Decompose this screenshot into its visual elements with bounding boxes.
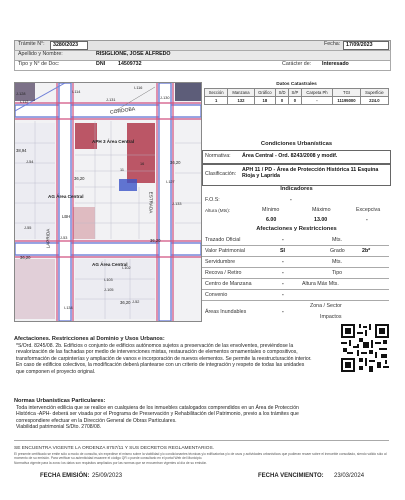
map-parcel-label: J-54 (26, 160, 34, 164)
grado-value: 2b* (362, 248, 371, 254)
caracter-label: Carácter de: (282, 61, 312, 67)
col-tgi: TGI (333, 89, 361, 97)
footer-ordenanza: SE ENCUENTRA VIGENTE LA ORDENZA 8757/11 Y SUS DECRETOS REGLAMENTARIOS. (14, 446, 215, 451)
afectaciones-notes (14, 336, 334, 376)
val-superficie: 224.0 (360, 97, 388, 105)
map-label-dim: 36,20 (150, 238, 161, 243)
qr-code-icon (339, 322, 391, 374)
fos-value: - (290, 197, 292, 203)
tipo-doc-number: 14509732 (118, 61, 142, 67)
afect-row (202, 279, 389, 290)
normas-line: correspondiere efectuar en la Dirección General de Obras Particulares. (16, 417, 177, 424)
clasificacion-value: APH 11 / PD - Área de Protección Histórica 11 Esquina Rioja y Laprida (242, 167, 379, 180)
val-carpeta: - (301, 97, 332, 105)
fecha-value: 17/09/2023 (343, 41, 389, 50)
tipo-doc-type: DNI (96, 61, 106, 67)
map-street-left: LAPRIDA (45, 228, 51, 249)
afectaciones-title: Afectaciones y Restricciones (256, 226, 337, 232)
areas-inundables-label: Áreas Inundables (205, 309, 247, 315)
tramite-label: Trámite N°: (18, 41, 45, 47)
map-parcel-label: 11 (120, 168, 124, 172)
afect-row (202, 268, 389, 279)
fecha-emision-value: 25/09/2023 (92, 473, 123, 479)
afect-line: revalorización de las fachadas por medio de intervenciones mixtas, restauración de elementos ornamentales o compositivos, (16, 349, 298, 356)
col-grafico: Gráfico (254, 89, 275, 97)
afect-row (202, 257, 389, 268)
servidumbre-label: Servidumbre (205, 259, 236, 265)
map-parcel-label: J-133 (172, 202, 182, 206)
trazado-value: - (282, 237, 284, 243)
fecha-vencimiento-label: FECHA VENCIMIENTO: (258, 473, 324, 479)
tipo-doc-label: Tipo y N° de Doc: (18, 61, 60, 67)
apellido-label: Apellido y Nombre: (18, 51, 63, 57)
centro-manzana-label: Centro de Manzana (205, 281, 252, 287)
recova-value: - (282, 270, 284, 276)
normas-notes-title: Normas Urbanísticas Particulares: (14, 398, 106, 404)
datos-catastrales-title: Datos Catastrales (276, 82, 317, 87)
col-superficie: Superficie (360, 89, 388, 97)
val-sp: 0 (289, 97, 302, 105)
col-excepciva: Excepciva (356, 207, 381, 213)
col-sd: S/D (276, 89, 289, 97)
val-grafico: 18 (254, 97, 275, 105)
normas-line: Histórica -APH- deberá ser visada por el Programa de Preservación y Rehabilitación del Patrimonio, previo a los trámites que (16, 411, 299, 418)
afect-line: En caso de edificios colectivos, la modificación deberá plantearse con un criterio de integración y respeto de todas las unidades (16, 362, 305, 369)
map-label-dim: 38,94 (16, 148, 27, 153)
indicadores-title: Indicadores (280, 186, 313, 192)
val-tgi: 11195000 (333, 97, 361, 105)
fos-label: F.O.S: (205, 197, 220, 203)
map-parcel-label: J-128 (16, 92, 26, 96)
map-parcel-label: I-114 (72, 90, 81, 94)
fecha-vencimiento-value: 23/03/2024 (334, 473, 365, 479)
afect-line: transformación de carpinterías y ampliación de vanos e incorporación de nuevos elementos. Se permite la reestructuración interior. (16, 355, 312, 362)
map-label-aph3: APH 3 Área Central (92, 139, 135, 144)
footer-disclaimer-1: El presente certificado se emite sólo a modo de consulta, sin expedirse el mismo sobre la viabilidad y/o condicionantes técnicas y/o edificatorias y/o de usos y actividades urbanísticos que pudieran recaer sobre el inmueble consultado, siendo válido sólo al momento de su emisión. Para verificar su autenticidad escanee el código QR o puede consultarlo en el portal Web del Municipio. (14, 452, 387, 460)
normas-notes (14, 398, 344, 431)
map-parcel-label: 16 (140, 162, 145, 166)
servidumbre-unit: Mts. (332, 259, 343, 265)
val-sd: 0 (276, 97, 289, 105)
val-seccion: 1 (205, 97, 228, 105)
condiciones-title: Condiciones Urbanísticas (260, 141, 333, 147)
map-label-dim: 36,20 (120, 300, 131, 305)
servidumbre-value: - (282, 259, 284, 265)
map-parcel-label: I-116 (134, 86, 143, 90)
altura-exc: - (366, 217, 368, 223)
recova-label: Recova / Retiro (205, 270, 242, 276)
col-manzana: Manzana (228, 89, 254, 97)
afect-notes-title: Afectaciones. Restricciones al Dominio y Usos Urbanos: (14, 336, 165, 342)
trazado-label: Trazado Oficial (205, 237, 241, 243)
clasificacion-label: Clasificación: (205, 171, 237, 177)
footer-divider (14, 440, 389, 441)
fecha-label: Fecha: (324, 41, 341, 47)
altura-max: 13.00 (314, 217, 328, 223)
fecha-emision-label: FECHA EMISIÓN: (40, 473, 90, 479)
map-street-top: CORDOBA (109, 106, 136, 116)
col-sp: S/P (289, 89, 302, 97)
grado-label: Grado (330, 248, 345, 254)
map-parcel-label: J-52 (132, 300, 140, 304)
altura-min: 6.00 (266, 217, 277, 223)
afect-row (202, 290, 389, 301)
map-parcel-label: J-131 (106, 98, 116, 102)
normativa-value: Área Central - Ord. 8243/2008 y modif. (242, 153, 338, 159)
footer-disclaimer-2: Normativa vigente para la zona: los datos son requisitos ampliados por las normas que se encuentran vigentes al día de su emisión. (14, 461, 208, 465)
normativa-label: Normativa: (205, 153, 231, 159)
caracter-value: Interesado (322, 61, 349, 67)
col-minimo: Mínimo (262, 207, 280, 213)
trazado-unit: Mts. (332, 237, 343, 243)
areas-inundables-value: - (282, 309, 284, 315)
map-label-ag-1: AG Área Central (48, 194, 84, 199)
map-parcel-label: J-55 (24, 226, 32, 230)
afect-row (202, 235, 389, 246)
afectaciones-table (202, 235, 389, 323)
map-parcel-label: J-130 (160, 96, 170, 100)
convenio-label: Convenio (205, 292, 228, 298)
apellido-value: RISIGLIONE, JOSE ALFREDO (96, 51, 171, 57)
afect-line: que componen el proyecto original. (16, 368, 96, 375)
map-parcel-label: I-103 (104, 278, 113, 282)
map-label-dim: 36,20 (74, 176, 85, 181)
col-maximo: Máximo (312, 207, 331, 213)
map-label-dim: 36,20 (20, 255, 31, 260)
map-parcel-label: I-134 (64, 306, 73, 310)
map-parcel-label: J-105 (104, 288, 114, 292)
valor-patrimonial-value: SI (280, 248, 286, 254)
col-carpeta: Carpeta Ph (301, 89, 332, 97)
afect-line: *S/Ord. 8245/08. 2b. Edificios o conjunto de edificios autónomos sujetos a preservación de las envolventes, previéndose la (16, 342, 294, 349)
datos-catastrales-table (204, 88, 389, 105)
normas-line: Viabilidad patrimonial S/Dto. 2708/08. (16, 424, 102, 431)
tipo-label: Tipo (332, 270, 343, 276)
normas-line: Toda intervención edilicia que se realice en cualquiera de los inmuebles catalogados comprendidos en un Área de Protección (16, 404, 299, 411)
val-manzana: 132 (228, 97, 254, 105)
convenio-value: - (282, 292, 284, 298)
map-parcel-label: J-53 (60, 236, 68, 240)
zona-sector-label: Zona / Sector (310, 303, 342, 309)
map-label-ag-2: AG Área Central (92, 262, 128, 267)
tramite-value: 3280/2023 (50, 41, 88, 50)
afect-row (202, 301, 389, 323)
col-seccion: Sección (205, 89, 228, 97)
impactos-label: Impactos (320, 314, 342, 320)
altura-label: Altura (Mts): (205, 208, 231, 213)
map-parcel-label: I-127 (166, 180, 175, 184)
map-parcel-label: I-112 (20, 100, 29, 104)
centro-manzana-value: - (282, 281, 284, 287)
afect-row (202, 246, 389, 257)
qr-code (339, 322, 391, 374)
valor-patrimonial-label: Valor Patrimonial (205, 248, 245, 254)
datos-catastrales (204, 82, 389, 105)
map-parcel-label: I-102 (122, 266, 131, 270)
altura-max-label: Altura Máx Mts. (302, 281, 339, 287)
map-label-dim: 36,20 (170, 160, 181, 165)
map-label-lbh: LBH (62, 214, 71, 219)
map-street-right: ESTRADA (148, 191, 154, 214)
